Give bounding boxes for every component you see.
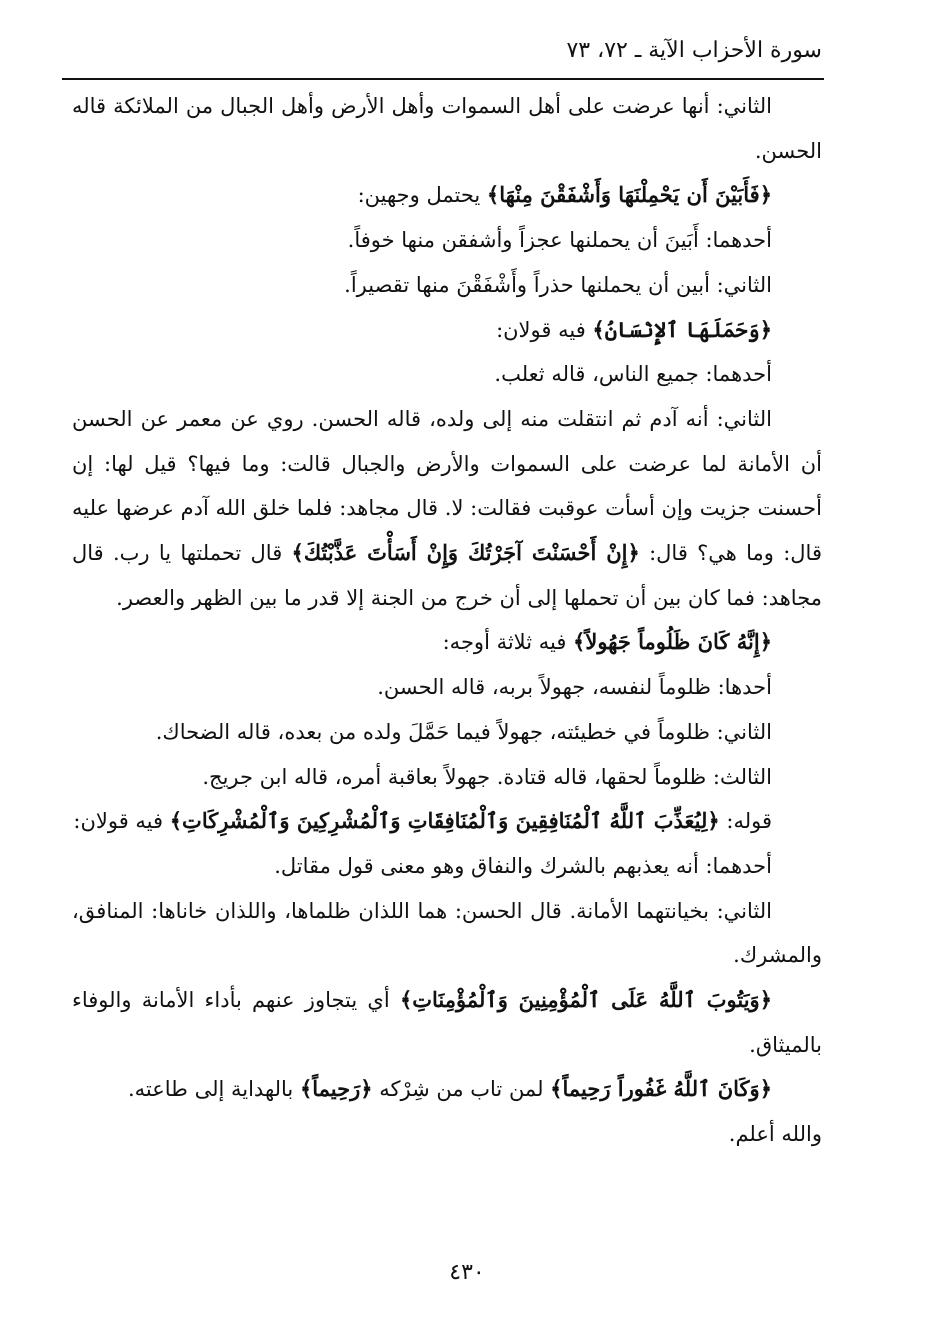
paragraph	[72, 352, 822, 397]
paragraph	[72, 1112, 822, 1157]
paragraph	[72, 710, 822, 755]
quran-verse: ﴿فَأَبَيْنَ أَن يَحْمِلْنَهَا وَأَشْفَقْنَ مِنْهَا﴾	[486, 182, 772, 208]
paragraph-text: الثاني: بخيانتهما الأمانة. قال الحسن: هما اللذان ظلماها، واللذان خاناها: المنافق، والمشرك.	[72, 898, 822, 968]
paragraph	[72, 263, 822, 308]
paragraph-text: فيه ثلاثة أوجه:	[442, 630, 574, 655]
paragraph-text: الثاني: ظلوماً في خطيئته، جهولاً فيما حَمَّلَ ولده من بعده، قاله الضحاك.	[155, 719, 772, 744]
paragraph-text: بالهداية إلى طاعته.	[127, 1077, 300, 1102]
paragraph	[72, 84, 822, 173]
paragraph	[72, 978, 822, 1067]
quran-verse: ﴿إِنَّهُ كَانَ ظَلُوماً جَهُولاً﴾	[573, 629, 772, 655]
main-text	[72, 84, 822, 1157]
quran-verse: ﴿وَحَمَلَهَا ٱلإِنْسَانُ﴾	[592, 316, 772, 342]
paragraph	[72, 620, 822, 665]
paragraph	[72, 755, 822, 800]
paragraph-text: فيه قولان:	[496, 317, 593, 342]
paragraph-text: أحدهما: أَبَينَ أن يحملنها عجزاً وأشفقن منها خوفاً.	[347, 228, 772, 253]
header-divider	[62, 78, 824, 80]
paragraph	[72, 397, 822, 621]
paragraph	[72, 889, 822, 978]
paragraph-text: الثالث: ظلوماً لحقها، قاله قتادة. جهولاً بعاقبة أمره، قاله ابن جريج.	[202, 764, 772, 789]
paragraph-text: قال تحملتها يا رب. قال مجاهد: فما كان بين أن تحملها إلى أن خرج من الجنة إلا قدر ما بين الظهر والعصر.	[72, 541, 822, 610]
paragraph-text: الثاني: أنها عرضت على أهل السموات وأهل الأرض وأهل الجبال من الملائكة قاله الحسن.	[72, 94, 822, 163]
paragraph	[72, 844, 822, 889]
paragraph-text: الثاني: أبين أن يحملنها حذراً وأَشْفَقْنَ منها تقصيراً.	[344, 272, 772, 297]
paragraph-text: الثاني: أنه آدم ثم انتقلت منه إلى ولده، قاله الحسن. روي عن معمر عن الحسن أن الأمانة لما عرضت على السموات والأرض والجبال قالت: وما فيها؟ قيل لها: إن أحسنت جزيت وإن أسأت عوقبت فقالت: لا. قال مجاهد: فلما خلق الله آدم عرضها عليه قال: وما هي؟ قال:	[72, 406, 822, 566]
paragraph-text: أحدهما: جميع الناس، قاله ثعلب.	[494, 362, 772, 387]
paragraph-text: أي يتجاوز عنهم بأداء الأمانة والوفاء بالميثاق.	[72, 988, 822, 1057]
paragraph	[72, 218, 822, 263]
paragraph-text: يحتمل وجهين:	[357, 183, 487, 208]
paragraph-text: لمن تاب من شِرْكه	[372, 1077, 551, 1102]
paragraph	[72, 665, 822, 710]
paragraph-text: فيه قولان:	[73, 809, 170, 834]
quran-verse: ﴿لِيُعَذِّبَ ٱللَّهُ ٱلْمُنَافِقِينَ وَٱلْمُنَافِقَاتِ وَٱلْمُشْرِكِينَ وَٱلْمُشْرِكَاتِ﴾	[169, 808, 720, 834]
paragraph-text: أحدهما: أنه يعذبهم بالشرك والنفاق وهو معنى قول مقاتل.	[274, 853, 772, 878]
quran-verse: ﴿وَكَانَ ٱللَّهُ غَفُوراً رَحِيماً﴾	[550, 1076, 772, 1102]
paragraph-text: والله أعلم.	[728, 1122, 822, 1147]
paragraph	[72, 308, 822, 353]
paragraph-text: أحدها: ظلوماً لنفسه، جهولاً بربه، قاله الحسن.	[377, 675, 772, 700]
page-number: ٤٣٠	[449, 1260, 485, 1285]
quran-verse: ﴿رَحِيماً﴾	[299, 1076, 373, 1102]
paragraph-text: قوله:	[719, 809, 772, 834]
running-header: سورة الأحزاب الآية ـ ٧٢، ٧٣	[566, 38, 822, 63]
paragraph	[72, 173, 822, 218]
quran-verse: ﴿إِنْ أَحْسَنْتَ آجَرْتُكَ وَإِنْ أَسَأْتَ عَذَّبْتُكَ﴾	[291, 540, 640, 566]
quran-verse: ﴿وَيَتُوبَ ٱللَّهُ عَلَى ٱلْمُؤْمِنِينَ وَٱلْمُؤْمِنَاتِ﴾	[399, 987, 772, 1013]
paragraph	[72, 1067, 822, 1112]
paragraph	[72, 799, 822, 844]
